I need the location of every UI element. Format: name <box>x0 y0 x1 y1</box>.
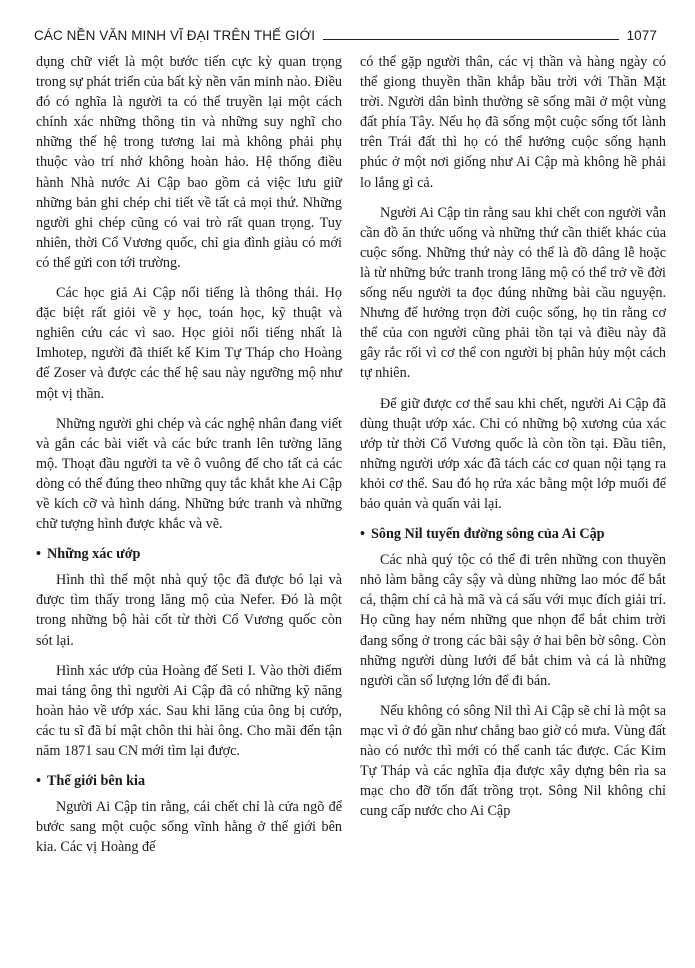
paragraph: Hình thì thể một nhà quý tộc đã được bó lại và được tìm thấy trong lăng mộ của Nefer. Đó là một trong những bộ hài cốt từ thời Cổ Vương quốc còn sót lại. <box>36 572 342 649</box>
section-heading <box>36 544 342 564</box>
section-heading <box>36 771 342 791</box>
bullet-icon: • <box>36 546 41 563</box>
section-heading <box>360 524 666 544</box>
paragraph: có thể gặp người thân, các vị thần và hàng ngày có thể giong thuyền thần khắp bầu trời với Thần Mặt trời. Người dân bình thường sẽ sống mãi ở một vùng đất phía Tây. Nếu họ đã sống một cuộc sống tốt lành trên Trái đất thì họ có thể hưởng cuộc sống hạnh phúc ở một nơi giống như Ai Cập mà không hề phải lo lắng gì cả. <box>360 54 666 191</box>
paragraph: Để giữ được cơ thể sau khi chết, người Ai Cập đã dùng thuật ướp xác. Chỉ có những bộ xương của xác ướp từ thời Cổ Vương quốc là còn tồn tại. Đầu tiên, những người ướp xác đã tách các cơ quan nội tạng ra khỏi cơ thể. Sau đó họ rửa xác bằng một lớp muối để bảo quản và quấn vải lại. <box>360 395 666 512</box>
bullet-icon: • <box>360 526 365 543</box>
paragraph: Những người ghi chép và các nghệ nhân đang viết và gắn các bài viết và các bức tranh lên tường lăng mộ. Thoạt đầu người ta vẽ ô vuông để cho tất cả các dòng có thể đúng theo những quy tắc khắt khe Ai Cập về kích cỡ và hình dáng. Những bức tranh và những chữ tượng hình được khắc và vẽ. <box>36 415 342 533</box>
running-header <box>34 28 657 43</box>
right-column <box>360 52 666 831</box>
paragraph: Các học giả Ai Cập nổi tiếng là thông thái. Họ đặc biệt rất giỏi về y học, toán học, kỹ thuật và nghiên cứu các vì sao. Học giỏi nổi tiếng nhất là Imhotep, người đã thiết kế Kim Tự Tháp cho Hoàng đế Zoser và được các thế hệ sau này ngưỡng mộ như một vị thần. <box>36 285 342 402</box>
paragraph: Các nhà quý tộc có thể đi trên những con thuyền nhỏ làm bằng cây sậy và dùng những lao móc để bắt cá, thậm chí cả hà mã và cá sấu với mục đích giải trí. Họ cũng hay ném những que nhọn để bắt chim trời đang sống ở trong các bãi sậy ở hai bên bờ sông. Còn những người dùng lưới để bắt chim và cá là những người cần số lượng lớn để đi bán. <box>360 552 666 689</box>
paragraph: Nếu không có sông Nil thì Ai Cập sẽ chỉ là một sa mạc vì ở đó gần như chẳng bao giờ có mưa. Vùng đất nào có nước thì mới có thể canh tác được. Các Kim Tự Tháp và các nghĩa địa được xây dựng bên rìa sa mạc cho đỡ tốn đất trồng trọt. Sông Nil không chỉ cung cấp nước cho Ai Cập <box>360 702 666 820</box>
header-rule <box>323 31 618 40</box>
paragraph: Hình xác ướp của Hoàng đế Seti I. Vào thời điểm mai táng ông thì người Ai Cập đã có những kỹ năng hoàn hảo về ướp xác. Sau khi lăng của ông bị cướp, các tu sĩ đã bí mật chôn thi hài ông. Cho mãi đến tận năm 1871 sau CN mới tìm lại được. <box>36 662 342 759</box>
running-header-title: CÁC NỀN VĂN MINH VĨ ĐẠI TRÊN THẾ GIỚI <box>34 28 316 43</box>
page-number: 1077 <box>626 28 657 43</box>
bullet-icon: • <box>36 773 41 790</box>
paragraph: dụng chữ viết là một bước tiến cực kỳ quan trọng trong sự phát triển của bất kỳ nền văn minh nào. Điều đó có nghĩa là người ta có thể truyền lại một cách chính xác những thông tin và những suy nghĩ cho những thế hệ trong tương lai mà không phải phụ thuộc vào trí nhớ không hoàn hảo. Hệ thống điều hành Nhà nước Ai Cập bao gồm cả việc lưu giữ những bản ghi chép chi tiết về tất cả mọi thứ. Những người ghi chép cũng có vai trò rất quan trọng. Tuy nhiên, thời Cổ Vương quốc, chỉ gia đình giàu có mới có thể gửi con tới trường. <box>36 54 342 271</box>
paragraph: Người Ai Cập tin rằng, cái chết chỉ là cửa ngõ để bước sang một cuộc sống vĩnh hằng ở thế giới bên kia. Các vị Hoàng đế <box>36 799 342 856</box>
section-heading-text: Sông Nil tuyến đường sông của Ai Cập <box>370 526 605 543</box>
paragraph: Người Ai Cập tin rằng sau khi chết con người vẫn cần đồ ăn thức uống và những thứ cần thiết khác của cuộc sống. Những thứ này có thể là đồ dâng lễ hoặc là từ những bức tranh trong lăng mộ có thể trở về đời sống nếu người ta đọc đúng những bài cầu nguyện. Nhưng để hưởng trọn đời cuộc sống, họ tin rằng cơ thể của con người cũng phải tồn tại và điều này đã gây rắc rối vì cơ thể con người bị phân hủy một cách tự nhiên. <box>360 204 666 382</box>
section-heading-text: Những xác ướp <box>46 546 141 563</box>
section-heading-text: Thế giới bên kia <box>46 773 146 790</box>
left-column <box>36 52 342 867</box>
